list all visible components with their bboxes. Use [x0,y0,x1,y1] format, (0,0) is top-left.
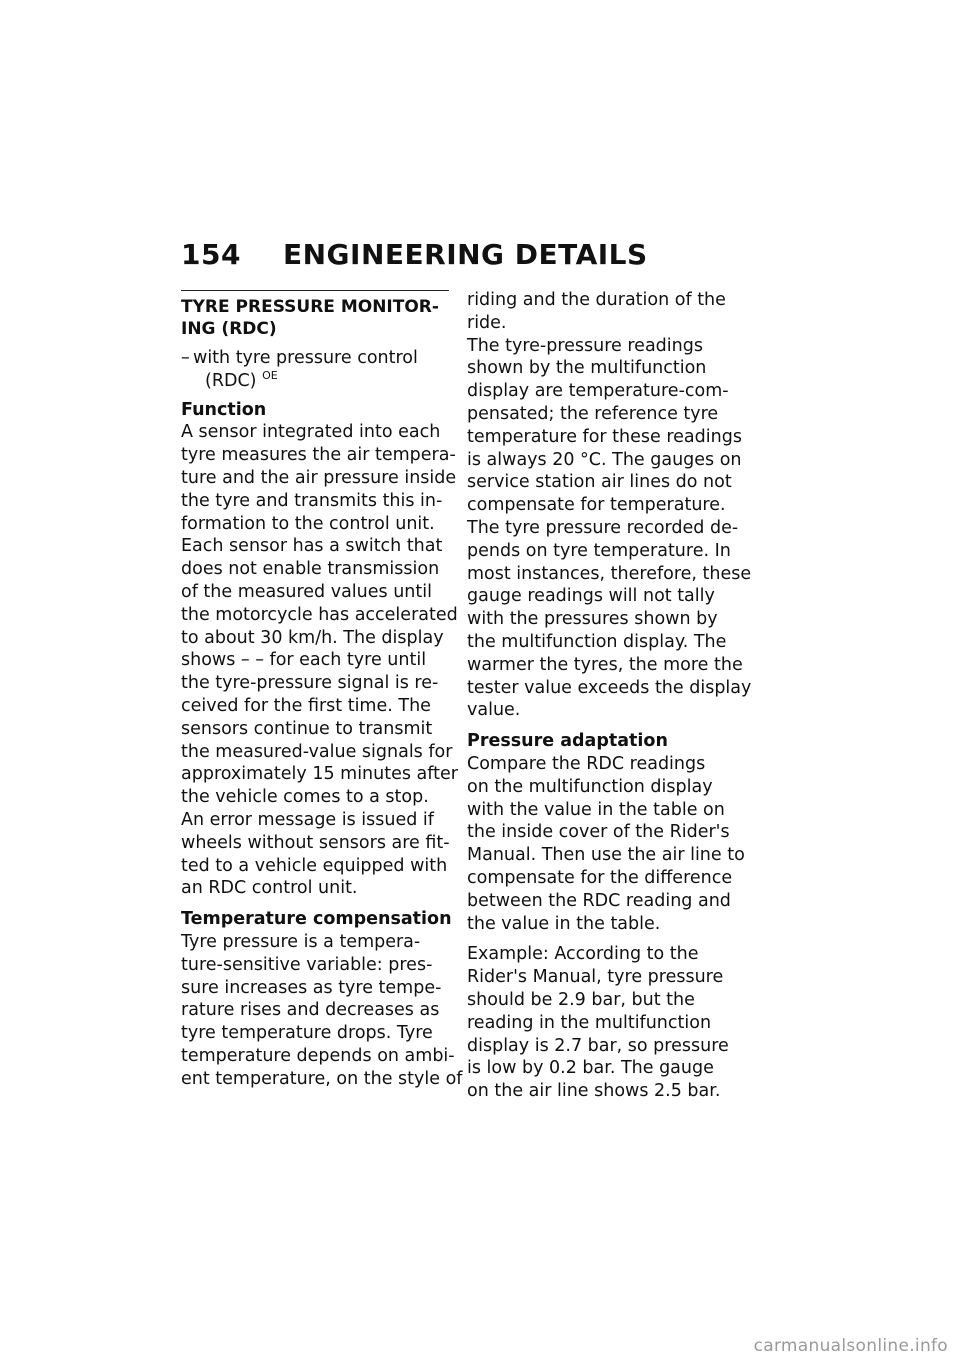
text-line: on the air line shows 2.5 bar. [467,1081,721,1102]
continued-paragraph [467,289,752,722]
text-line: shows – – for each tyre until [181,650,427,671]
text-line: ent temperature, on the style of [181,1068,463,1089]
left-column [181,290,463,1091]
text-line: sure increases as tyre tempe- [181,977,442,998]
footer-watermark: carmanualsonline.info [753,1336,948,1356]
pressure-heading: Pressure adaptation [467,731,668,752]
spacer [181,900,449,908]
text-line: compensate for the difference [467,867,733,888]
bullet-line [193,370,449,393]
text-line: wheels without sensors are fit- [181,832,450,853]
temperature-paragraph [181,931,463,1091]
text-line: with the pressures shown by [467,609,718,630]
text-line: Tyre pressure is a tempera- [181,931,421,952]
text-line: An error message is issued if [181,809,434,830]
page-number: 154 [181,238,241,271]
text-line: Rider's Manual, tyre pressure [467,967,724,988]
text-line: the value in the table. [467,913,661,934]
text-line: ride. [467,312,507,333]
bullet-rdc: (RDC) [205,370,257,391]
section-title-line: ING (RDC) [181,319,277,339]
text-line: the tyre-pressure signal is re- [181,673,439,694]
text-line: rature rises and decreases as [181,1000,440,1021]
text-line: most instances, therefore, these [467,563,752,584]
text-line: display are temperature-com- [467,381,729,402]
text-line: between the RDC reading and [467,890,731,911]
text-line: with the value in the table on [467,799,725,820]
text-line: shown by the multifunction [467,358,707,379]
text-line: tester value exceeds the display [467,677,752,698]
page-title: ENGINEERING DETAILS [283,238,648,271]
right-column [467,289,752,1103]
text-line: is always 20 °C. The gauges on [467,449,742,470]
text-line: service station air lines do not [467,472,732,493]
pressure-paragraph [467,753,745,935]
text-line: ture-sensitive variable: pres- [181,954,433,975]
text-line: gauge readings will not tally [467,586,715,607]
text-line: Manual. Then use the air line to [467,845,745,866]
text-line: Compare the RDC readings [467,753,706,774]
text-line: the measured-value signals for [181,741,453,762]
bullet-dash: – [181,348,190,368]
temperature-heading: Temperature compensation [181,909,452,930]
text-line: the tyre and transmits this in- [181,490,443,511]
section-title-line: TYRE PRESSURE MONITOR- [181,297,439,317]
text-line: A sensor integrated into each [181,422,441,443]
text-line: pensated; the reference tyre [467,403,719,424]
text-line: is low by 0.2 bar. The gauge [467,1058,714,1079]
text-line: ceived for the first time. The [181,695,431,716]
text-line: ted to a vehicle equipped with [181,855,448,876]
spacer [467,722,742,730]
text-line: an RDC control unit. [181,878,358,899]
text-line: should be 2.9 bar, but the [467,989,695,1010]
text-line: the vehicle comes to a stop. [181,787,429,808]
text-line: The tyre pressure recorded de- [467,517,739,538]
spacer [467,935,742,943]
text-line: to about 30 km/h. The display [181,627,444,648]
text-line: does not enable transmission [181,559,440,580]
text-line: display is 2.7 bar, so pressure [467,1035,729,1056]
text-line: Example: According to the [467,944,699,965]
text-line: temperature depends on ambi- [181,1045,455,1066]
function-paragraph [181,421,458,900]
text-line: The tyre-pressure readings [467,335,703,356]
text-line: compensate for temperature. [467,495,726,516]
text-line: of the measured values until [181,581,432,602]
equipment-bullet [181,347,449,393]
example-paragraph [467,943,742,1103]
text-line: tyre temperature drops. Tyre [181,1023,433,1044]
text-line: sensors continue to transmit [181,718,433,739]
optional-equipment-mark: OE [262,368,278,382]
text-line: reading in the multifunction [467,1012,712,1033]
text-line: pends on tyre temperature. In [467,540,731,561]
text-line: ture and the air pressure inside [181,467,457,488]
text-line: value. [467,700,521,721]
text-line: the motorcycle has accelerated [181,604,458,625]
text-line: formation to the control unit. [181,513,435,534]
text-line: the inside cover of the Rider's [467,822,730,843]
text-line: warmer the tyres, the more the [467,654,743,675]
text-line: tyre measures the air tempera- [181,445,456,466]
text-line: Each sensor has a switch that [181,536,443,557]
text-line: approximately 15 minutes after [181,764,458,785]
text-line: on the multifunction display [467,776,713,797]
bullet-line: with tyre pressure control [193,348,418,368]
page-header [181,238,648,271]
text-line: the multifunction display. The [467,631,727,652]
section-title [181,296,449,340]
text-line: riding and the duration of the [467,290,726,310]
text-line: temperature for these readings [467,426,742,447]
function-heading: Function [181,399,267,420]
